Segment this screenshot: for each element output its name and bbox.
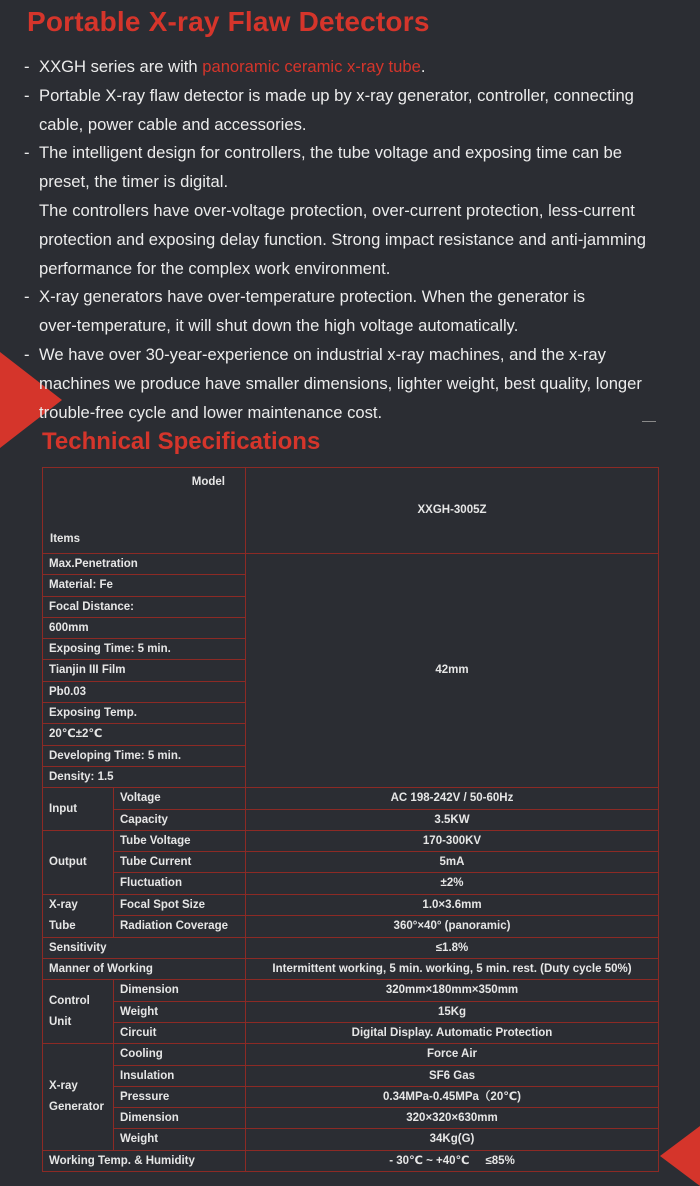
table-cell: Exposing Time: 5 min. <box>43 639 246 660</box>
table-row <box>43 894 659 916</box>
spec-table <box>42 467 659 1172</box>
table-cell: ≤1.8% <box>246 937 659 958</box>
table-row <box>43 788 659 809</box>
table-row <box>43 809 659 830</box>
table-cell: Insulation <box>114 1065 246 1086</box>
table-cell: 0.34MPa-0.45MPa（20℃) <box>246 1086 659 1107</box>
table-cell: Radiation Coverage <box>114 916 246 938</box>
bullet-item: - XXGH series are with panoramic ceramic x-ray tube. <box>24 57 426 76</box>
table-cell: 5mA <box>246 852 659 873</box>
table-cell: 320×320×630mm <box>246 1108 659 1129</box>
table-cell: ±2% <box>246 873 659 894</box>
table-cell: 320mm×180mm×350mm <box>246 980 659 1001</box>
table-row <box>43 1086 659 1107</box>
group-label-cell: Control Unit <box>43 980 114 1044</box>
table-row <box>43 1108 659 1129</box>
table-cell: 20℃±2℃ <box>43 724 246 745</box>
table-row <box>43 830 659 851</box>
group-label-cell: Input <box>43 788 114 831</box>
table-cell: SF6 Gas <box>246 1065 659 1086</box>
table-row <box>43 1044 659 1065</box>
table-row <box>43 852 659 873</box>
table-cell: Focal Spot Size <box>114 894 246 916</box>
table-cell: AC 198-242V / 50-60Hz <box>246 788 659 809</box>
table-row <box>43 1022 659 1043</box>
bullet-item: - We have over 30-year-experience on industrial x-ray machines, and the x-ray machines we produce have smaller dimensions, lighter weight, best quality, longer trouble-free cycle and lower maintenance cost. <box>24 344 642 422</box>
table-row <box>43 1129 659 1150</box>
table-cell: Tube Current <box>114 852 246 873</box>
table-cell: 3.5KW <box>246 809 659 830</box>
table-cell: Weight <box>114 1001 246 1022</box>
model-value-cell: XXGH-3005Z <box>246 468 659 554</box>
table-cell: 360°×40° (panoramic) <box>246 916 659 938</box>
table-cell: Sensitivity <box>43 937 246 958</box>
table-cell: Capacity <box>114 809 246 830</box>
table-cell: Circuit <box>114 1022 246 1043</box>
table-cell: Cooling <box>114 1044 246 1065</box>
bullet-item: - The intelligent design for controllers, the tube voltage and exposing time can be preset, the timer is digital. The controllers have over-voltage protection, over-current protection, less-current protection and exposing delay function. Strong impact resistance and anti-jamming performance for the complex work environment. <box>24 143 646 278</box>
table-cell: Working Temp. & Humidity <box>43 1150 246 1171</box>
group-label-cell: X-ray Tube <box>43 894 114 937</box>
table-cell: Manner of Working <box>43 959 246 980</box>
table-cell: Tianjin III Film <box>43 660 246 681</box>
page-title: Portable X-ray Flaw Detectors <box>27 6 430 37</box>
table-row <box>43 873 659 894</box>
table-cell: Dimension <box>114 980 246 1001</box>
table-cell: Pb0.03 <box>43 681 246 702</box>
decorative-red-triangle-right <box>660 1126 700 1186</box>
table-cell: Fluctuation <box>114 873 246 894</box>
table-row <box>43 937 659 958</box>
table-cell: Material: Fe <box>43 575 246 596</box>
table-cell: Developing Time: 5 min. <box>43 745 246 766</box>
bullet-item: - X-ray generators have over-temperature protection. When the generator is over-temperature, it will shut down the high voltage automatically. <box>24 287 586 336</box>
table-cell: Voltage <box>114 788 246 809</box>
table-cell: 1.0×3.6mm <box>246 894 659 916</box>
table-row <box>43 468 659 554</box>
header-cell: Model Items <box>43 468 246 554</box>
table-cell: Tube Voltage <box>114 830 246 851</box>
table-cell: Exposing Temp. <box>43 703 246 724</box>
table-row <box>43 554 659 575</box>
intro-bullet-list <box>24 53 700 427</box>
table-cell: Max.Penetration <box>43 554 246 575</box>
table-cell: 34Kg(G) <box>246 1129 659 1150</box>
table-cell: 600mm <box>43 617 246 638</box>
group-label-cell: Output <box>43 830 114 894</box>
table-row <box>43 1001 659 1022</box>
table-cell: - 30℃ ~ +40℃ ≤85% <box>246 1150 659 1171</box>
table-cell: Weight <box>114 1129 246 1150</box>
table-cell: 15Kg <box>246 1001 659 1022</box>
bullet-item: - Portable X-ray flaw detector is made up by x-ray generator, controller, connecting cable, power cable and accessories. <box>24 85 634 134</box>
spec-heading: Technical Specifications <box>42 428 321 455</box>
table-cell: Focal Distance: <box>43 596 246 617</box>
group-label-cell: X-ray Generator <box>43 1044 114 1150</box>
table-row <box>43 916 659 938</box>
table-cell: Dimension <box>114 1108 246 1129</box>
table-cell: Pressure <box>114 1086 246 1107</box>
highlight-text: panoramic ceramic x-ray tube <box>202 57 421 76</box>
table-cell: Force Air <box>246 1044 659 1065</box>
table-cell: Intermittent working, 5 min. working, 5 min. rest. (Duty cycle 50%) <box>246 959 659 980</box>
table-row <box>43 980 659 1001</box>
table-row <box>43 1150 659 1171</box>
table-cell: 170-300KV <box>246 830 659 851</box>
table-cell: Density: 1.5 <box>43 766 246 787</box>
table-row <box>43 959 659 980</box>
penetration-value-cell: 42mm <box>246 554 659 788</box>
table-cell: Digital Display. Automatic Protection <box>246 1022 659 1043</box>
table-row <box>43 1065 659 1086</box>
